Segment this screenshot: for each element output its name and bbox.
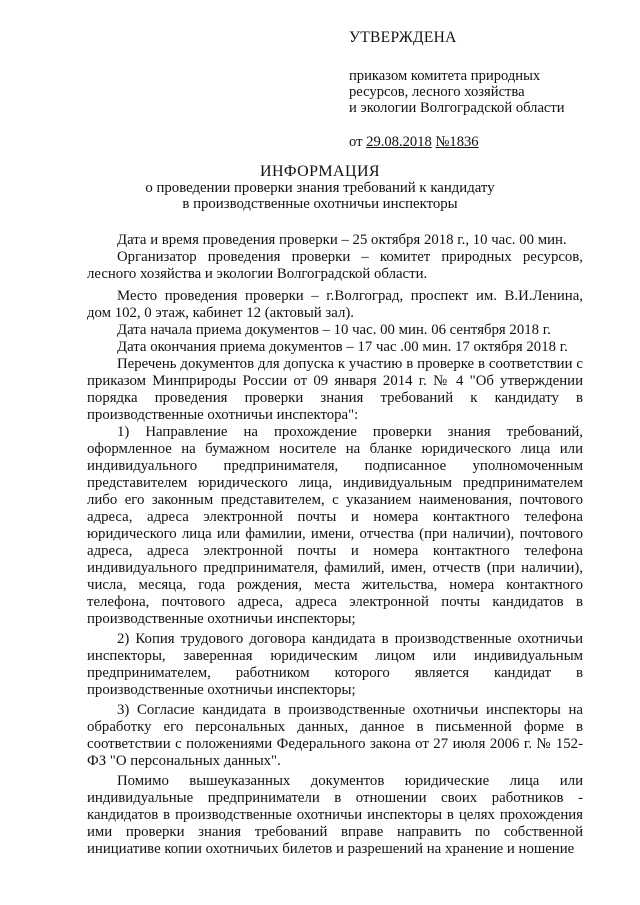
paragraph-place: Место проведения проверки – г.Волгоград, проспект им. В.И.Ленина, дом 102, 0 этаж, кабинет 12 (актовый зал). (87, 288, 583, 321)
approval-number: №1836 (435, 134, 479, 150)
list-item-1: 1) Направление на прохождение проверки знания требований, оформленное на бумажном носителе на бланке юридического лица или индивидуального предпринимателя, подписанное уполномоченным представителем юридического лица, индивидуальным предпринимателем либо его законным представителем, с указанием наименования, почтового адреса, адреса электронной почты и номера контактного телефона юридического лица или фамилии, имени, отчества (при наличии), почтового адреса, адреса электронной почты и номера контактного телефона индивидуального предпринимателя, фамилий, имен, отчеств (при наличии), числа, месяца, года рождения, места жительства, номера контактного телефона, почтового адреса, адреса электронной почты кандидатов в производственные охотничьи инспекторы; (87, 424, 583, 627)
paragraph-end-date: Дата окончания приема документов – 17 час .00 мин. 17 октября 2018 г. (117, 339, 568, 355)
approval-date: 29.08.2018 (366, 134, 432, 150)
document-body (87, 232, 583, 858)
paragraph-list-intro: Перечень документов для допуска к участию в проверке в соответствии с приказом Минприроды России от 09 января 2014 г. № 4 "Об утверждении порядка проведения проверки знания требований к кандидату в производственные охотничьи инспектора": (87, 356, 583, 423)
approval-block (349, 30, 629, 150)
approval-title: УТВЕРЖДЕНА (349, 29, 457, 46)
document-title: ИНФОРМАЦИЯ (260, 163, 380, 180)
list-item-2: 2) Копия трудового договора кандидата в производственные охотничьи инспекторы, заверенная юридическим лицом или индивидуальным предпринимателем, работником которого является кандидат в производственные охотничьи инспекторы; (87, 631, 583, 698)
approval-date-prefix: от (349, 134, 367, 150)
paragraph-datetime: Дата и время проведения проверки – 25 октября 2018 г., 10 час. 00 мин. (117, 232, 567, 248)
document-subtitle-line-2: в производственные охотничьи инспекторы (182, 196, 458, 212)
document-subtitle-line-1: о проведении проверки знания требований к кандидату (145, 180, 495, 196)
approval-order-line-3: и экологии Волгоградской области (349, 100, 565, 116)
document-heading (0, 164, 640, 212)
paragraph-organizer: Организатор проведения проверки – комитет природных ресурсов, лесного хозяйства и экологии Волгоградской области. (87, 249, 583, 282)
approval-date-line (349, 134, 629, 150)
paragraph-additional: Помимо вышеуказанных документов юридические лица или индивидуальные предприниматели в отношении своих работников - кандидатов в производственные охотничьи инспекторы в целях прохождения ими проверки знания требований вправе направить по собственной инициативе копии охотничьих билетов и разрешений на хранение и ношение (87, 773, 583, 857)
approval-order-line-1: приказом комитета природных (349, 68, 541, 84)
approval-order-line-2: ресурсов, лесного хозяйства (349, 84, 525, 100)
list-item-3: 3) Согласие кандидата в производственные охотничьи инспекторы на обработку его персональных данных, данное в письменной форме в соответствии с положениями Федерального закона от 27 июля 2006 г. № 152-ФЗ "О персональных данных". (87, 702, 583, 769)
paragraph-start-date: Дата начала приема документов – 10 час. 00 мин. 06 сентября 2018 г. (117, 322, 551, 338)
